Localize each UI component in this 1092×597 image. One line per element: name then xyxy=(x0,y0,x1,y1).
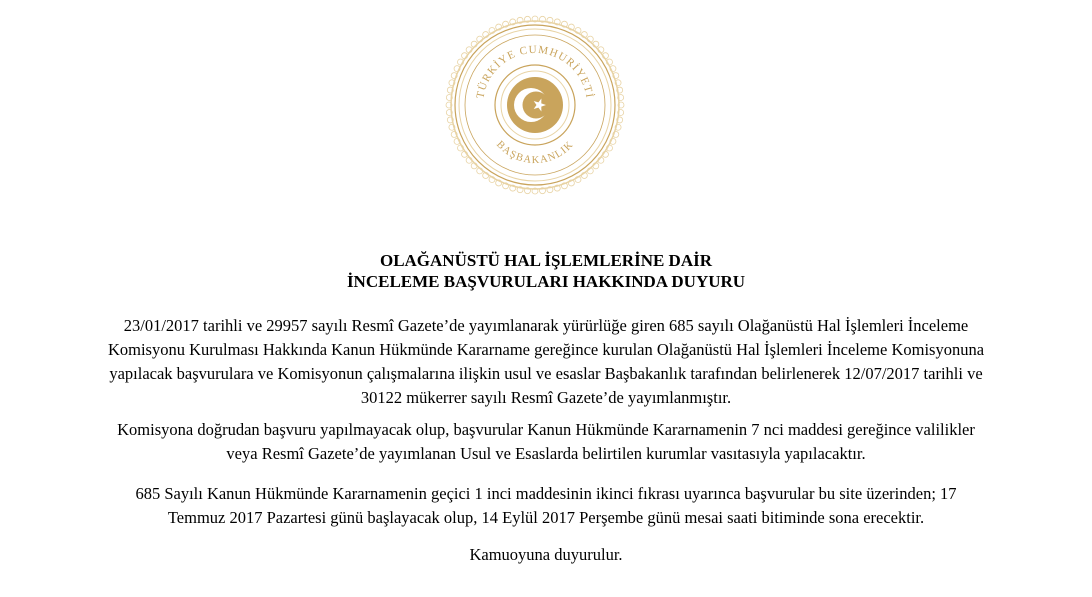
paragraph-line: 23/01/2017 tarihli ve 29957 sayılı Resmî Gazete’de yayımlanarak yürürlüğe giren 685 sayılı Olağanüstü Hal İşlemleri İnceleme xyxy=(123,316,969,335)
paragraph-line: yapılacak başvurulara ve Komisyonun çalışmalarına ilişkin usul ve esaslar Başbakanlık tarafından belirlenerek 12/07/2017 tarihli ve xyxy=(109,364,983,383)
title-line-1: OLAĞANÜSTÜ HAL İŞLEMLERİNE DAİR xyxy=(379,251,713,270)
paragraph-1 xyxy=(50,314,1042,410)
paragraph-line: veya Resmî Gazete’de yayımlanan Usul ve Esaslarda belirtilen kurumlar vasıtasıyla yapılacaktır. xyxy=(226,444,866,463)
svg-text:BAŞBAKANLIK xyxy=(494,139,576,166)
seal-ring-text-top: TÜRKİYE CUMHURİYETİ xyxy=(474,43,596,100)
turkish-crescent-star-seal-icon xyxy=(445,15,625,195)
paragraph-line: Komisyona doğrudan başvuru yapılmayacak olup, başvurular Kanun Hükmünde Kararnamenin 7 nci maddesi gereğince valilikler xyxy=(117,420,975,439)
seal-graphic xyxy=(445,15,625,195)
paragraph-2 xyxy=(50,418,1042,466)
paragraph-line: Kamuoyuna duyurulur. xyxy=(469,545,623,564)
announcement-title xyxy=(0,250,1092,292)
paragraph-line: Temmuz 2017 Pazartesi günü başlayacak olup, 14 Eylül 2017 Perşembe günü mesai saati bitiminde sona erecektir. xyxy=(167,508,925,527)
paragraph-line: Komisyonu Kurulması Hakkında Kanun Hükmünde Kararname gereğince kurulan Olağanüstü Hal İşlemleri İnceleme Komisyonuna xyxy=(107,340,985,359)
seal-ring-text-bottom: BAŞBAKANLIK xyxy=(493,139,577,167)
title-line-2: İNCELEME BAŞVURULARI HAKKINDA DUYURU xyxy=(346,272,746,291)
closing-paragraph xyxy=(50,543,1042,567)
paragraph-line: 30122 mükerrer sayılı Resmî Gazete’de yayımlanmıştır. xyxy=(360,388,732,407)
paragraph-line: 685 Sayılı Kanun Hükmünde Kararnamenin geçici 1 inci maddesinin ikinci fıkrası uyarınca başvurular bu site üzerinden; 17 xyxy=(135,484,957,503)
paragraph-3 xyxy=(50,482,1042,530)
